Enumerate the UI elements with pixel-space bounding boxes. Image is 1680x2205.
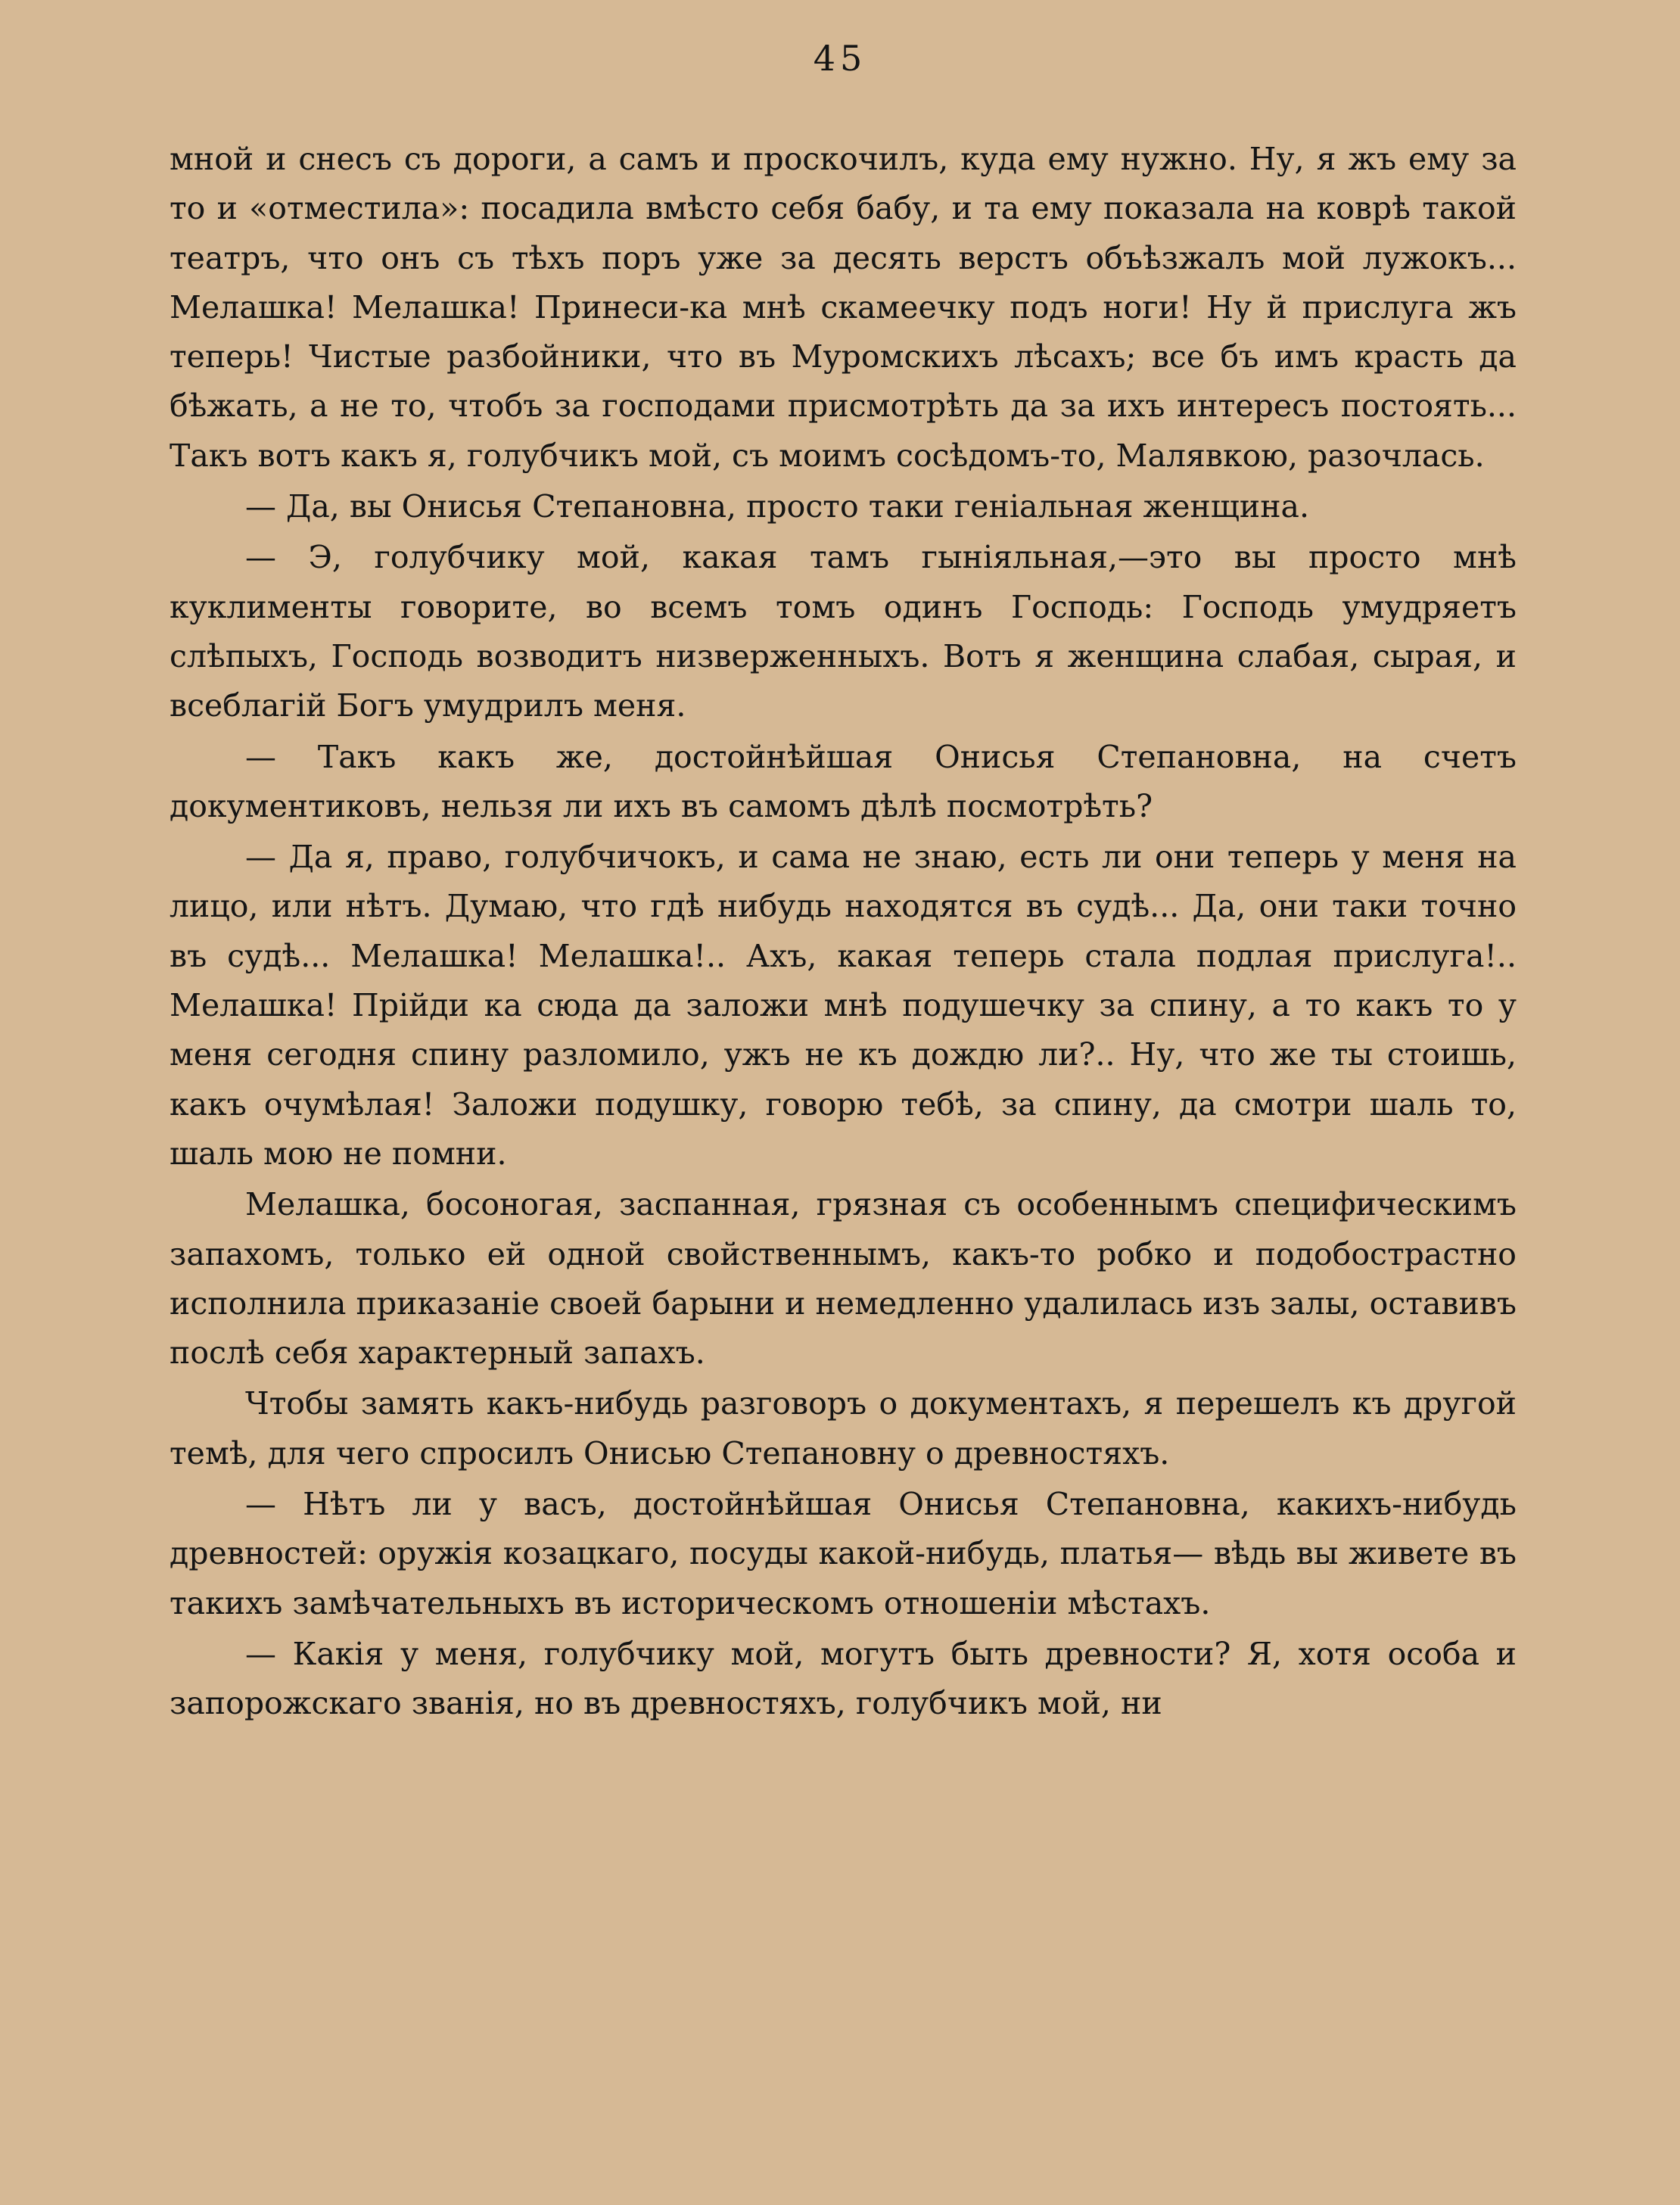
paragraph: — Такъ какъ же, достойнѣйшая Онисья Степановна, на счетъ документиковъ, нельзя ли ихъ въ самомъ дѣлѣ посмотрѣть? — [170, 738, 1517, 824]
paragraph: — Да, вы Онисья Степановна, просто таки геніальная женщина. — [245, 488, 1310, 525]
paragraph: — Нѣтъ ли у васъ, достойнѣйшая Онисья Степановна, какихъ-нибудь древностей: оружія козацкаго, посуды какой-нибудь, платья— вѣдь вы живете въ такихъ замѣчательныхъ въ историческомъ отношеніи мѣстахъ. — [170, 1486, 1517, 1621]
page-number: 45 — [813, 38, 867, 79]
paragraph: Чтобы замять какъ-нибудь разговоръ о документахъ, я перешелъ къ другой темѣ, для чего спросилъ Онисью Степановну о древностяхъ. — [170, 1385, 1517, 1472]
paragraph: мной и снесъ съ дороги, а самъ и проскочилъ, куда ему нужно. Ну, я жъ ему за то и «отместила»: посадила вмѣсто себя бабу, и та ему показала на коврѣ такой театръ, что онъ съ тѣхъ поръ уже за десять верстъ объѣзжалъ мой лужокъ... Мелашка! Мелашка! Принеси-ка мнѣ скамеечку подъ ноги! Ну й прислуга жъ теперь! Чистые разбойники, что въ Муромскихъ лѣсахъ; все бъ имъ красть да бѣжать, а не то, чтобъ за господами присмотрѣть да за ихъ интересъ постоять... Такъ вотъ какъ я, голубчикъ мой, съ моимъ сосѣдомъ-то, Малявкою, разочлась. — [170, 141, 1517, 474]
paragraph: — Какія у меня, голубчику мой, могутъ быть древности? Я, хотя особа и запорожскаго званія, но въ древностяхъ, голубчикъ мой, ни — [170, 1635, 1517, 1722]
paragraph: — Да я, право, голубчичокъ, и сама не знаю, есть ли они теперь у меня на лицо, или нѣтъ. Думаю, что гдѣ нибудь находятся въ судѣ... Да, они таки точно въ судѣ... Мелашка! Мелашка!.. Ахъ, какая теперь стала подлая прислуга!.. Мелашка! Прійди ка сюда да заложи мнѣ подушечку за спину, а то какъ то у меня сегодня спину разломило, ужъ не къ дождю ли?.. Ну, что же ты стоишь, какъ очумѣлая! Заложи подушку, говорю тебѣ, за спину, да смотри шаль то, шаль мою не помни. — [170, 839, 1517, 1172]
paragraph: — Э, голубчику мой, какая тамъ гынiяльная,—это вы просто мнѣ куклименты говорите, во всемъ томъ одинъ Господь: Господь умудряетъ слѣпыхъ, Господь возводитъ низверженныхъ. Вотъ я женщина слабая, сырая, и всеблагій Богъ умудрилъ меня. — [170, 539, 1517, 724]
page-body — [170, 135, 1517, 1729]
paragraph: Мелашка, босоногая, заспанная, грязная съ особеннымъ специфическимъ запахомъ, только ей одной свойственнымъ, какъ-то робко и подобострастно исполнила приказаніе своей барыни и немедленно удалилась изъ залы, оставивъ послѣ себя характерный запахъ. — [170, 1186, 1517, 1372]
